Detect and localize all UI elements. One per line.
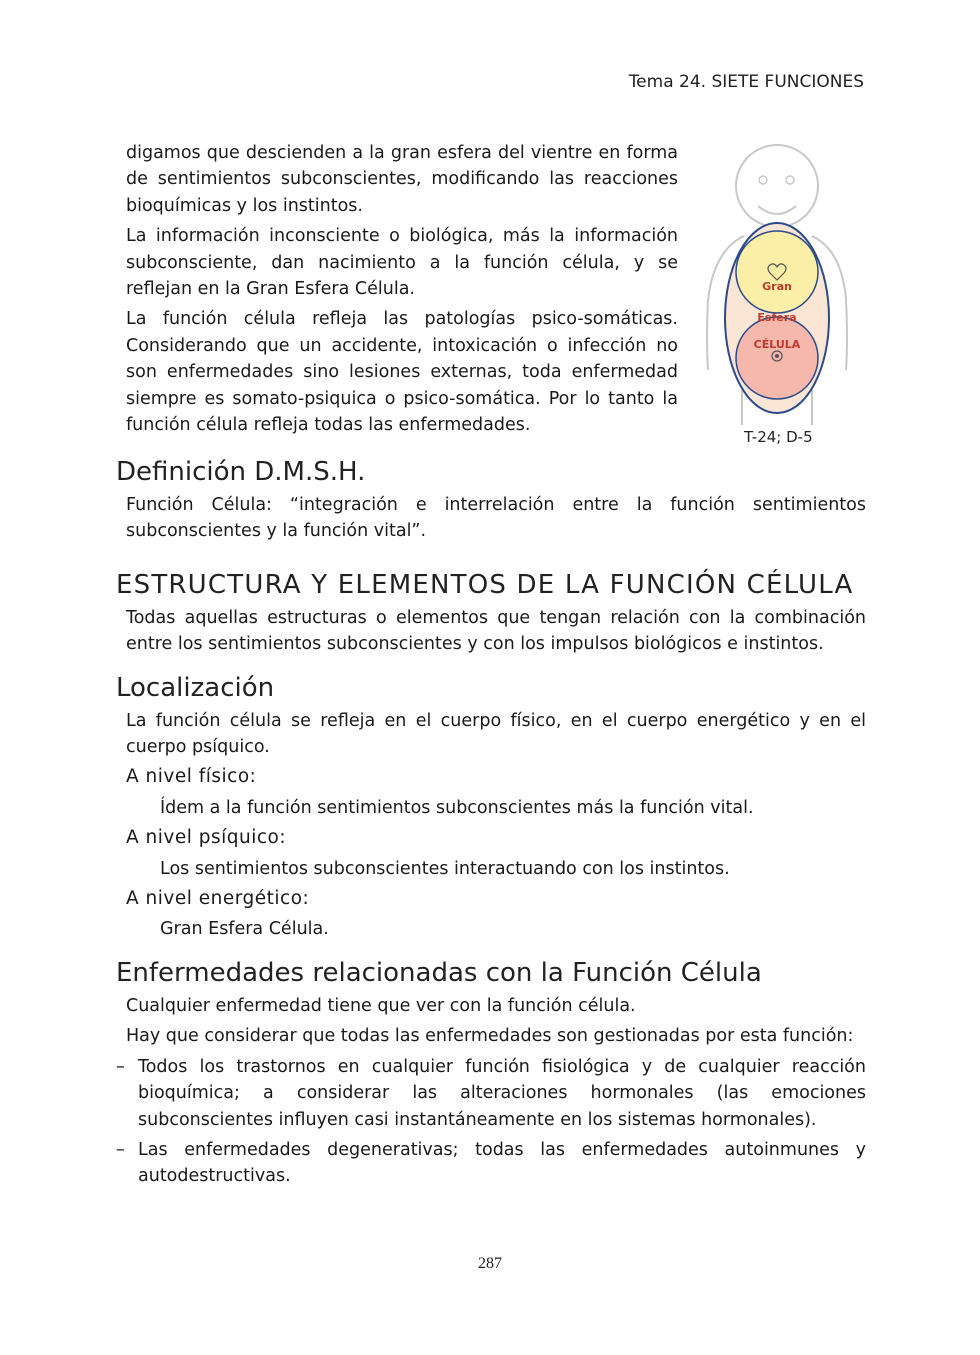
heading-definition: Definición D.M.S.H.	[116, 457, 366, 487]
level-label: A nivel físico:	[126, 766, 257, 788]
structure-text: Todas aquellas estructuras o elementos que tengan relación con la combinación entre los sentimientos subconscientes y con los impulsos biológicos e instintos.	[126, 607, 866, 655]
right-eye	[786, 176, 794, 184]
heading-location: Localización	[116, 672, 275, 703]
running-header: Tema 24. SIETE FUNCIONES	[628, 72, 864, 92]
intro-text	[126, 140, 678, 442]
location-text: La función célula se refleja en el cuerpo físico, en el cuerpo energético y en el cuerpo psíquico.	[126, 710, 866, 758]
level-text: Gran Esfera Célula.	[160, 919, 329, 940]
main-content	[116, 452, 866, 1194]
diseases-list	[116, 1054, 866, 1190]
figure-drawing	[700, 140, 860, 425]
left-eye	[759, 176, 767, 184]
upper-sphere	[736, 231, 818, 313]
intro-paragraph: digamos que descienden a la gran esfera del vientre en forma de sentimientos subconscientes, modificando las reacciones bioquímicas y los instintos.	[126, 143, 678, 216]
smile	[758, 206, 796, 214]
page-number: 287	[478, 1255, 502, 1272]
level-text: Los sentimientos subconscientes interactuando con los instintos.	[160, 858, 730, 879]
level-label: A nivel psíquico:	[126, 827, 287, 849]
dash-bullet: –	[116, 1139, 125, 1160]
level-text: Ídem a la función sentimientos subconscientes más la función vital.	[160, 797, 754, 818]
list-item	[116, 1054, 866, 1133]
body-sphere-figure	[700, 140, 860, 460]
dash-bullet: –	[116, 1056, 125, 1077]
diseases-paragraph: Cualquier enfermedad tiene que ver con la función célula.	[126, 995, 636, 1016]
heading-structure: ESTRUCTURA Y ELEMENTOS DE LA FUNCIÓN CÉLULA	[116, 569, 854, 600]
label-celula: CÉLULA	[753, 338, 801, 351]
list-item-text: Todos los trastornos en cualquier función fisiológica y de cualquier reacción bioquímica; a considerar las alteraciones hormonales (las emociones subconscientes influyen casi instantáneamente en los sistemas hormonales).	[138, 1056, 866, 1130]
diseases-paragraph: Hay que considerar que todas las enfermedades son gestionadas por esta función:	[126, 1026, 854, 1047]
definition-text: Función Célula: “integración e interrelación entre la función sentimientos subconscientes y la función vital”.	[126, 495, 866, 542]
label-esfera: Esfera	[757, 311, 797, 324]
label-gran: Gran	[762, 280, 792, 293]
figure-caption: T-24; D-5	[744, 428, 813, 446]
list-item	[116, 1137, 866, 1190]
intro-paragraph: La función célula refleja las patologías psico-somáticas. Considerando que un accidente, intoxicación o infección no son enfermedades sino lesiones externas, toda enfermedad siempre es somato-psiquica o psico-somática. Por lo tanto la función célula refleja todas las enfermedades.	[126, 309, 678, 436]
list-item-text: Las enfermedades degenerativas; todas las enfermedades autoinmunes y autodestructivas.	[138, 1139, 866, 1187]
heading-diseases: Enfermedades relacionadas con la Función Célula	[116, 957, 762, 988]
level-label: A nivel energético:	[126, 888, 310, 910]
target-icon-center	[775, 354, 779, 358]
intro-paragraph: La información inconsciente o biológica, más la información subconsciente, dan nacimiento a la función célula, y se reflejan en la Gran Esfera Célula.	[126, 226, 678, 300]
